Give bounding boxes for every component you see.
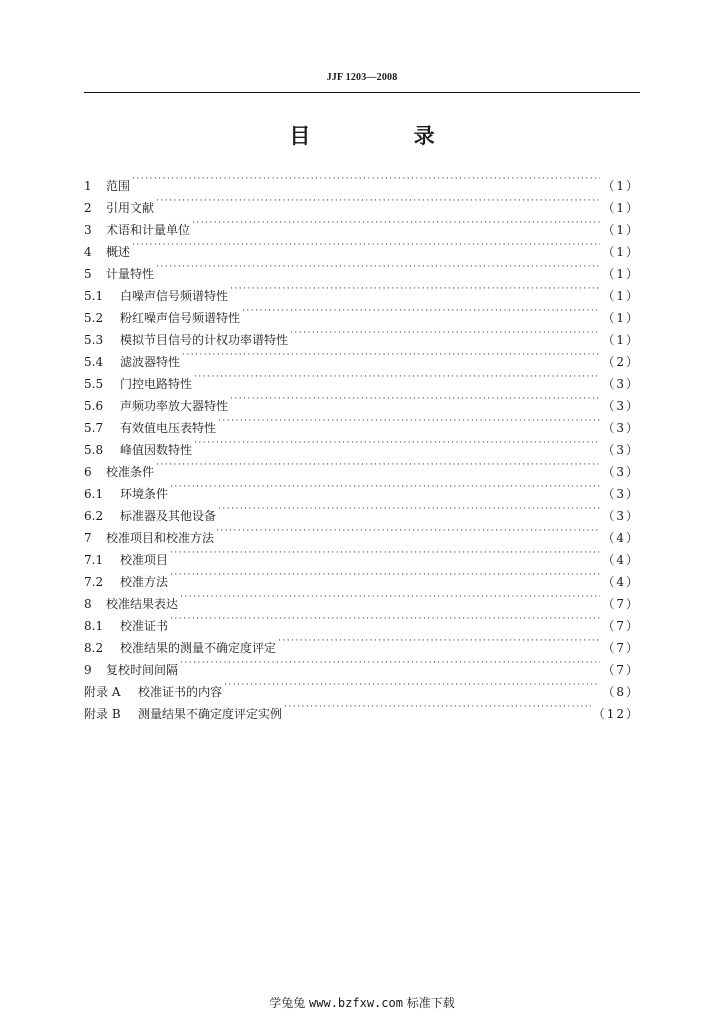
toc-entry-label: 滤波器特性 bbox=[120, 355, 181, 369]
toc-entry[interactable] bbox=[84, 234, 640, 259]
toc-leader-dots bbox=[242, 300, 600, 322]
toc-entry-label: 峰值因数特性 bbox=[120, 443, 193, 457]
toc-entry-number: 6.1 bbox=[84, 487, 104, 501]
toc-entry-page: （7） bbox=[602, 663, 640, 677]
toc-leader-dots bbox=[192, 212, 600, 234]
toc-entry[interactable] bbox=[84, 476, 640, 501]
page-title: 目 录 bbox=[289, 124, 483, 148]
toc-entry-page: （3） bbox=[602, 399, 640, 413]
toc-entry-label: 校准结果的测量不确定度评定 bbox=[120, 641, 277, 655]
footer-tagline: 标准下载 bbox=[406, 996, 455, 1010]
toc-entry-label: 计量特性 bbox=[106, 267, 155, 281]
toc-entry-label: 概述 bbox=[106, 245, 131, 259]
toc-entry-label: 引用文献 bbox=[106, 201, 155, 215]
toc-entry-number: 7.2 bbox=[84, 575, 104, 589]
toc-entry[interactable] bbox=[84, 256, 640, 281]
toc-entry-number: 5.2 bbox=[84, 311, 104, 325]
toc-leader-dots bbox=[132, 234, 600, 256]
toc-leader-dots bbox=[216, 520, 600, 542]
table-of-contents bbox=[84, 168, 640, 721]
toc-entry-number: 7.1 bbox=[84, 553, 104, 567]
toc-entry-label: 校准方法 bbox=[120, 575, 169, 589]
toc-leader-dots bbox=[132, 168, 600, 190]
toc-entry-number: 9 bbox=[84, 663, 92, 677]
page-footer bbox=[0, 994, 724, 1011]
toc-entry-page: （4） bbox=[602, 575, 640, 589]
toc-entry-number: 5.8 bbox=[84, 443, 104, 457]
toc-leader-dots bbox=[156, 454, 600, 476]
toc-entry-label: 测量结果不确定度评定实例 bbox=[138, 707, 283, 721]
toc-entry-page: （3） bbox=[602, 465, 640, 479]
toc-leader-dots bbox=[170, 476, 600, 498]
toc-entry-label: 校准条件 bbox=[106, 465, 155, 479]
toc-entry-label: 模拟节目信号的计权功率谱特性 bbox=[120, 333, 289, 347]
footer-site-link[interactable]: www.bzfxw.com bbox=[309, 996, 403, 1010]
toc-entry-label: 校准项目 bbox=[120, 553, 169, 567]
toc-entry-page: （3） bbox=[602, 487, 640, 501]
toc-leader-dots bbox=[156, 190, 600, 212]
toc-entry-page: （3） bbox=[602, 421, 640, 435]
toc-entry-label: 白噪声信号频谱特性 bbox=[120, 289, 229, 303]
toc-leader-dots bbox=[170, 608, 600, 630]
toc-leader-dots bbox=[170, 542, 600, 564]
toc-entry-page: （1） bbox=[602, 245, 640, 259]
toc-leader-dots bbox=[194, 432, 600, 454]
toc-entry-label: 校准证书 bbox=[120, 619, 169, 633]
toc-entry-number: 5.6 bbox=[84, 399, 104, 413]
toc-leader-dots bbox=[290, 322, 600, 344]
toc-entry-label: 校准项目和校准方法 bbox=[106, 531, 215, 545]
toc-entry-number: 8.2 bbox=[84, 641, 104, 655]
toc-entry-label: 粉红噪声信号频谱特性 bbox=[120, 311, 241, 325]
toc-entry-page: （7） bbox=[602, 597, 640, 611]
toc-entry-number: 附录 B bbox=[84, 707, 121, 721]
toc-entry-page: （3） bbox=[602, 509, 640, 523]
toc-leader-dots bbox=[180, 652, 600, 674]
toc-entry-number: 8 bbox=[84, 597, 92, 611]
toc-leader-dots bbox=[230, 388, 600, 410]
toc-leader-dots bbox=[218, 410, 600, 432]
page-header bbox=[84, 68, 640, 93]
toc-entry-number: 5.4 bbox=[84, 355, 104, 369]
toc-leader-dots bbox=[230, 278, 600, 300]
toc-entry[interactable] bbox=[84, 454, 640, 479]
toc-entry-label: 门控电路特性 bbox=[120, 377, 193, 391]
toc-leader-dots bbox=[182, 344, 600, 366]
footer-brand: 学兔兔 bbox=[269, 996, 306, 1010]
toc-entry-page: （1） bbox=[602, 201, 640, 215]
toc-entry-number: 1 bbox=[84, 179, 92, 193]
toc-entry-page: （1） bbox=[602, 333, 640, 347]
toc-entry-label: 声频功率放大器特性 bbox=[120, 399, 229, 413]
toc-entry-label: 范围 bbox=[106, 179, 131, 193]
toc-entry-page: （12） bbox=[592, 707, 640, 721]
toc-leader-dots bbox=[224, 674, 600, 696]
toc-entry-number: 5.7 bbox=[84, 421, 104, 435]
toc-leader-dots bbox=[180, 586, 600, 608]
toc-leader-dots bbox=[284, 696, 591, 718]
toc-entry-number: 4 bbox=[84, 245, 92, 259]
toc-entry-label: 标准器及其他设备 bbox=[120, 509, 217, 523]
toc-entry-label: 复校时间间隔 bbox=[106, 663, 179, 677]
toc-entry-page: （2） bbox=[602, 355, 640, 369]
toc-entry-number: 5.5 bbox=[84, 377, 104, 391]
toc-entry-page: （1） bbox=[602, 311, 640, 325]
toc-entry[interactable] bbox=[84, 278, 640, 303]
toc-entry-page: （1） bbox=[602, 267, 640, 281]
toc-entry-number: 2 bbox=[84, 201, 92, 215]
toc-leader-dots bbox=[170, 564, 600, 586]
toc-entry-page: （7） bbox=[602, 619, 640, 633]
toc-entry-page: （4） bbox=[602, 531, 640, 545]
toc-entry-number: 6 bbox=[84, 465, 92, 479]
toc-entry-page: （8） bbox=[602, 685, 640, 699]
toc-leader-dots bbox=[218, 498, 600, 520]
toc-entry-number: 5.1 bbox=[84, 289, 104, 303]
toc-entry-number: 附录 A bbox=[84, 685, 121, 699]
toc-entry-number: 5 bbox=[84, 267, 92, 281]
toc-entry-number: 8.1 bbox=[84, 619, 104, 633]
toc-entry-page: （1） bbox=[602, 223, 640, 237]
toc-entry-number: 6.2 bbox=[84, 509, 104, 523]
toc-entry-page: （1） bbox=[602, 179, 640, 193]
toc-entry[interactable] bbox=[84, 212, 640, 237]
toc-entry-label: 术语和计量单位 bbox=[106, 223, 191, 237]
toc-entry-page: （7） bbox=[602, 641, 640, 655]
toc-entry-label: 有效值电压表特性 bbox=[120, 421, 217, 435]
toc-entry-label: 校准证书的内容 bbox=[138, 685, 223, 699]
toc-entry[interactable] bbox=[84, 168, 640, 193]
toc-leader-dots bbox=[278, 630, 600, 652]
toc-leader-dots bbox=[194, 366, 600, 388]
toc-entry-number: 7 bbox=[84, 531, 92, 545]
toc-entry-page: （3） bbox=[602, 443, 640, 457]
toc-entry-label: 校准结果表达 bbox=[106, 597, 179, 611]
toc-entry-page: （1） bbox=[602, 289, 640, 303]
toc-entry-label: 环境条件 bbox=[120, 487, 169, 501]
toc-entry[interactable] bbox=[84, 190, 640, 215]
toc-entry-page: （4） bbox=[602, 553, 640, 567]
toc-entry-number: 3 bbox=[84, 223, 92, 237]
toc-entry-number: 5.3 bbox=[84, 333, 104, 347]
toc-entry-page: （3） bbox=[602, 377, 640, 391]
standard-code: JJF 1203—2008 bbox=[326, 72, 398, 83]
toc-leader-dots bbox=[156, 256, 600, 278]
